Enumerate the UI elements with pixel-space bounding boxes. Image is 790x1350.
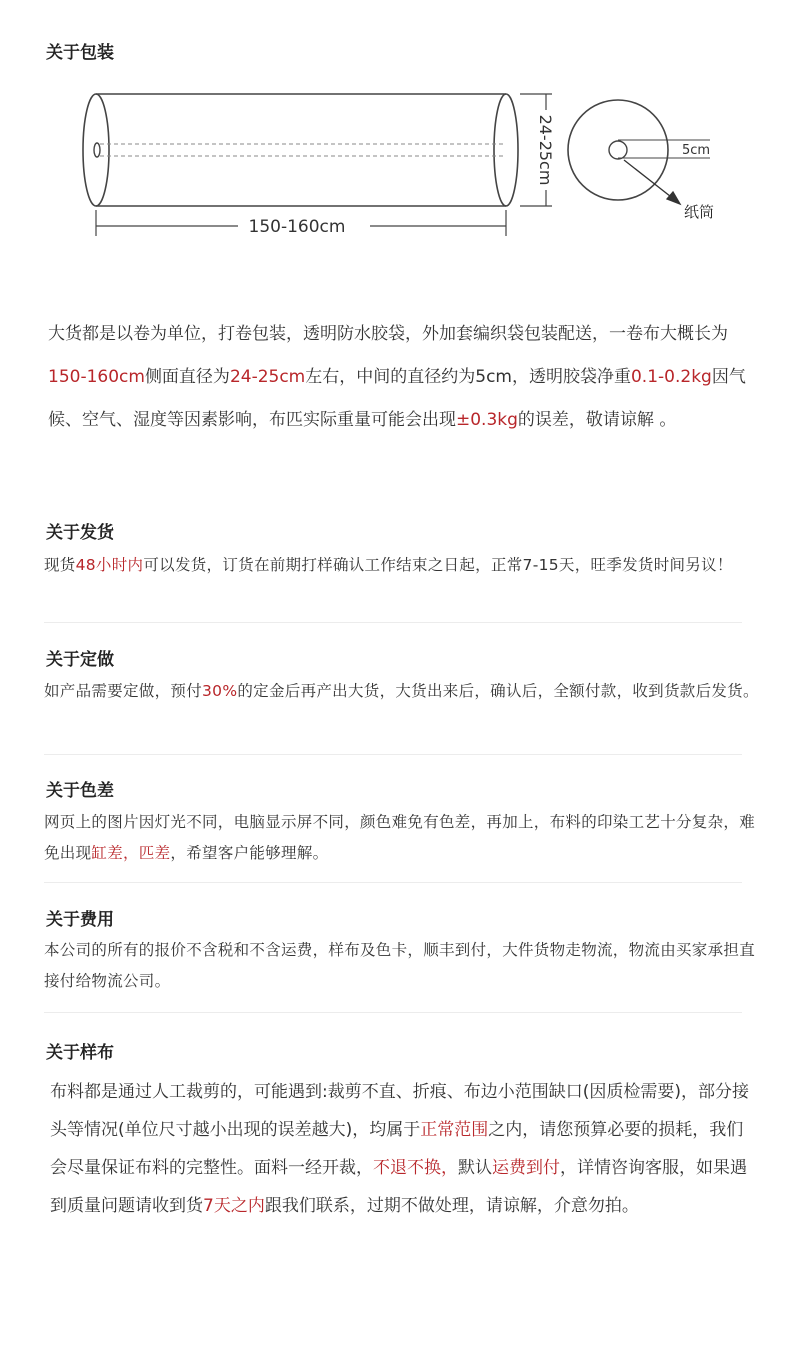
color-description: 网页上的图片因灯光不同，电脑显示屏不同，颜色难免有色差，再加上，布料的印染工艺十分复杂，难免出现缸差，匹差，希望客户能够理解。: [44, 813, 756, 862]
fees-title: 关于费用: [46, 910, 114, 930]
roll-cross-section: [568, 100, 668, 200]
divider: [44, 882, 742, 883]
diameter-highlight: 24-25cm: [229, 367, 306, 387]
custom-title: 关于定做: [46, 650, 114, 670]
divider: [44, 622, 742, 623]
custom-description: 如产品需要定做，预付30%的定金后再产出大货，大货出来后，确认后，全额付款，收到货款后发货。: [44, 682, 759, 700]
tube-label: 纸筒: [684, 203, 715, 221]
core-label: 5cm: [682, 143, 711, 158]
diameter-label: 24-25cm: [536, 114, 555, 186]
no-return-highlight: 不退不换，: [373, 1158, 458, 1178]
shipping-description: 现货48小时内可以发货，订货在前期打样确认工作结束之日起，正常7-15天，旺季发货时间另议！: [44, 556, 733, 574]
samples-title: 关于样布: [46, 1043, 114, 1063]
error-highlight: ±0.3kg: [456, 410, 518, 430]
normal-range-highlight: 正常范围: [420, 1120, 489, 1140]
length-label: 150-160cm: [248, 217, 346, 237]
length-highlight: 150-160cm: [48, 367, 145, 387]
fees-description: 本公司的所有的报价不含税和不含运费，样布及色卡，顺丰到付，大件货物走物流，物流由买家承担直接付给物流公司。: [44, 941, 756, 990]
packaging-description: 大货都是以卷为单位，打卷包装，透明防水胶袋，外加套编织袋包装配送，一卷布大概长为150-160cm侧面直径为24-25cm左右，中间的直径约为5cm，透明胶袋净重0.1-0.2kg因气候、空气、湿度等因素影响，布匹实际重量可能会出现±0.3kg的误差，敬请谅解 。: [48, 324, 746, 430]
color-title: 关于色差: [46, 781, 114, 801]
color-highlight: 缸差，匹差: [91, 844, 171, 862]
seven-days-highlight: 7天之内: [203, 1196, 265, 1216]
weight-highlight: 0.1-0.2kg: [630, 367, 712, 387]
shipping-highlight: 48小时内: [75, 556, 144, 574]
packaging-title: 关于包装: [46, 43, 114, 63]
roll-diagram: [0, 70, 790, 320]
deposit-highlight: 30%: [202, 682, 238, 700]
divider: [44, 754, 742, 755]
samples-description: 布料都是通过人工裁剪的，可能遇到:裁剪不直、折痕、布边小范围缺口(因质检需要)，部分接头等情况(单位尺寸越小出现的误差越大)，均属于正常范围之内，请您预算必要的损耗，我们会尽量保证布料的完整性。面料一经开裁，不退不换，默认运费到付，详情咨询客服，如果遇到质量问题请收到货7天之内跟我们联系，过期不做处理，请谅解，介意勿拍。: [50, 1082, 749, 1216]
shipping-title: 关于发货: [46, 523, 114, 543]
freight-highlight: 运费到付: [492, 1158, 560, 1178]
fabric-roll-side-view: [83, 94, 518, 206]
divider: [44, 1012, 742, 1013]
